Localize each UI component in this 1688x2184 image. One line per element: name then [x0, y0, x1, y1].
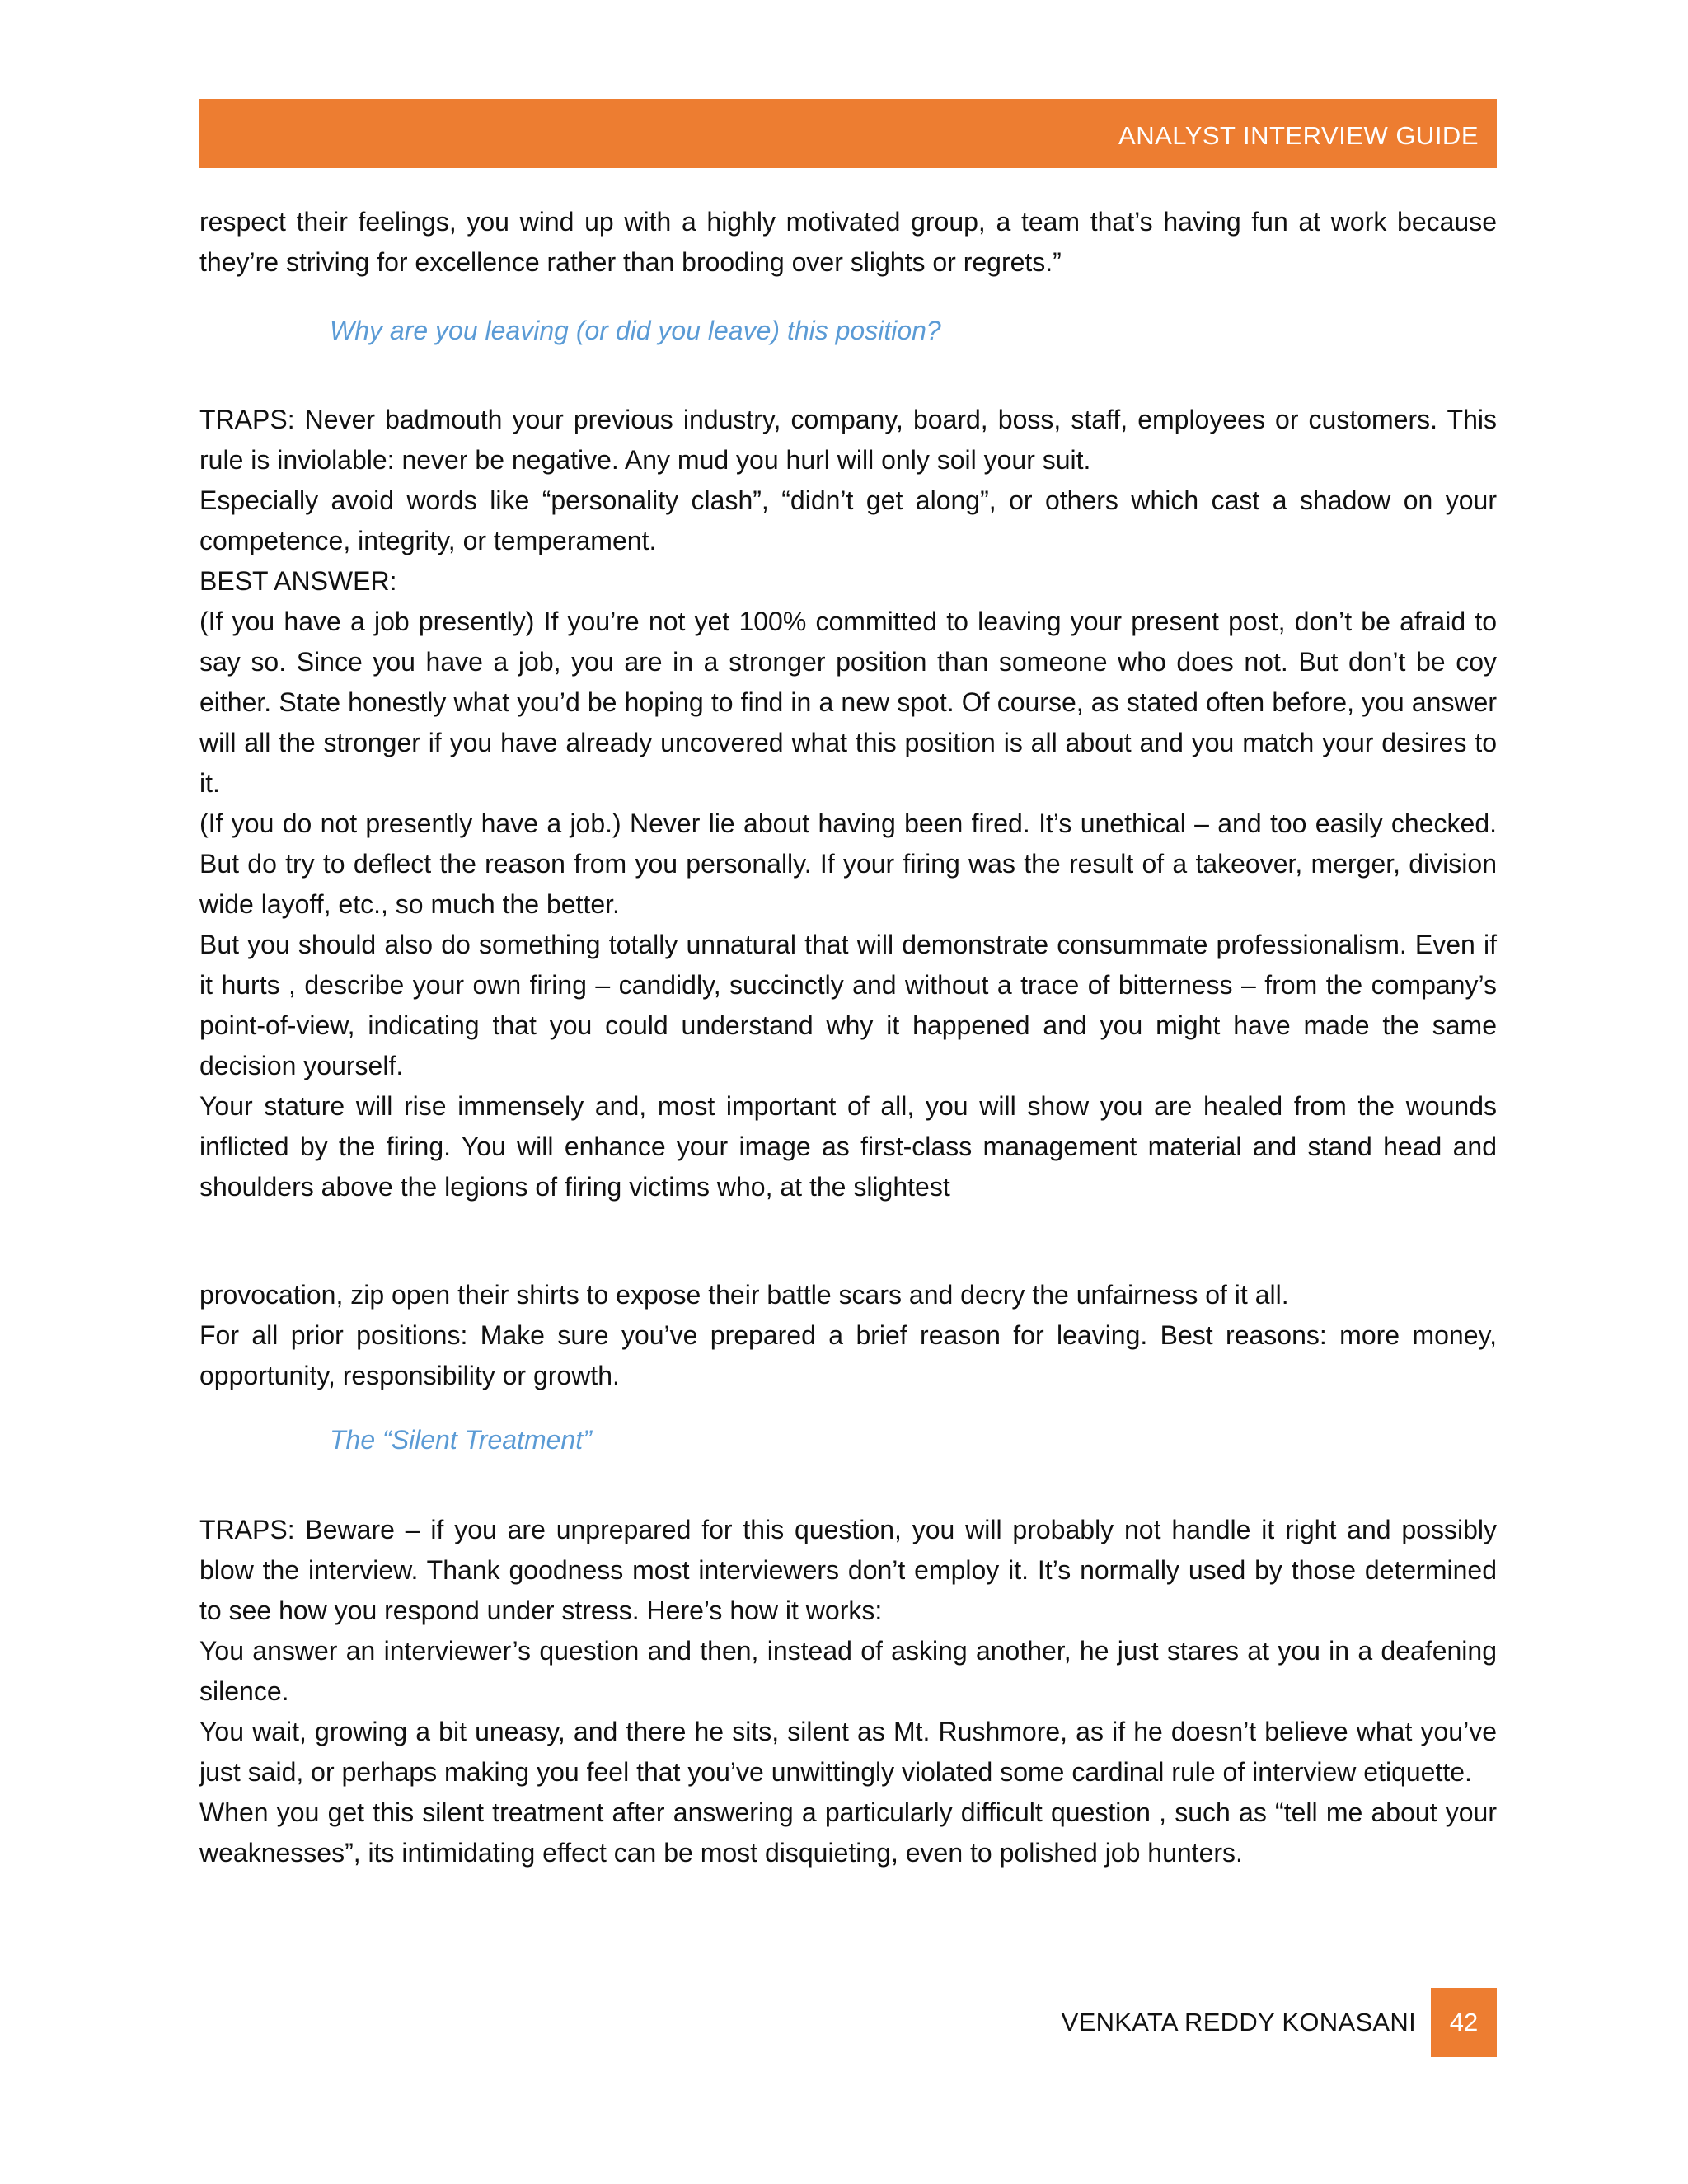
question-2-body: [199, 1510, 1497, 1873]
question-1-body: [199, 400, 1497, 1207]
header-bar: [199, 99, 1497, 168]
paragraph: respect their feelings, you wind up with a highly motivated group, a team that’s having fun at work because they’re striving for excellence rather than brooding over slights or regrets.”: [199, 207, 1497, 277]
paragraph: (If you have a job presently) If you’re not yet 100% committed to leaving your present post, don’t be afraid to say so. Since you have a job, you are in a stronger position than someone who does not. But don’t be coy either. State honestly what you’d be hoping to find in a new spot. Of course, as stated often before, you answer will all the stronger if you have already uncovered what this position is all about and you match your desires to it.: [199, 607, 1497, 798]
paragraph: TRAPS: Beware – if you are unprepared for this question, you will probably not handle it right and possibly blow the interview. Thank goodness most interviewers don’t employ it. It’s normally used by those determined to see how you respond under stress. Here’s how it works:: [199, 1515, 1497, 1625]
paragraph: BEST ANSWER:: [199, 566, 397, 596]
footer-author: VENKATA REDDY KONASANI: [1061, 2008, 1416, 2036]
intro-block: [199, 202, 1497, 283]
footer: [1062, 1988, 1497, 2057]
paragraph: TRAPS: Never badmouth your previous industry, company, board, boss, staff, employees or customers. This rule is inviolable: never be negative. Any mud you hurl will only soil your suit.: [199, 405, 1497, 475]
paragraph: (If you do not presently have a job.) Never lie about having been fired. It’s unethical – and too easily checked. But do try to deflect the reason from you personally. If your firing was the result of a takeover, merger, division wide layoff, etc., so much the better.: [199, 808, 1497, 919]
paragraph: When you get this silent treatment after answering a particularly difficult question , such as “tell me about your weaknesses”, its intimidating effect can be most disquieting, even to polished job hunters.: [199, 1797, 1497, 1868]
page-number: 42: [1431, 1988, 1497, 2057]
header-title: ANALYST INTERVIEW GUIDE: [1118, 120, 1479, 150]
paragraph: For all prior positions: Make sure you’ve prepared a brief reason for leaving. Best reasons: more money, opportunity, responsibility or growth.: [199, 1320, 1497, 1390]
paragraph: Especially avoid words like “personality clash”, “didn’t get along”, or others which cast a shadow on your competence, integrity, or temperament.: [199, 485, 1497, 555]
question-heading-leaving: Why are you leaving (or did you leave) this position?: [330, 316, 941, 345]
paragraph: Your stature will rise immensely and, most important of all, you will show you are healed from the wounds inflicted by the firing. You will enhance your image as first-class management material and stand head and shoulders above the legions of firing victims who, at the slightest: [199, 1091, 1497, 1202]
paragraph: You answer an interviewer’s question and then, instead of asking another, he just stares at you in a deafening silence.: [199, 1636, 1497, 1706]
paragraph: But you should also do something totally unnatural that will demonstrate consummate professionalism. Even if it hurts , describe your own firing – candidly, succinctly and without a trace of bitterness – from the company’s point-of-view, indicating that you could understand why it happened and you might have made the same decision yourself.: [199, 930, 1497, 1080]
paragraph: You wait, growing a bit uneasy, and there he sits, silent as Mt. Rushmore, as if he doesn’t believe what you’ve just said, or perhaps making you feel that you’ve unwittingly violated some cardinal rule of interview etiquette.: [199, 1717, 1497, 1787]
question-heading-silent-treatment: The “Silent Treatment”: [330, 1425, 592, 1455]
question-1-continued: [199, 1275, 1497, 1396]
paragraph: provocation, zip open their shirts to expose their battle scars and decry the unfairness of it all.: [199, 1280, 1289, 1310]
